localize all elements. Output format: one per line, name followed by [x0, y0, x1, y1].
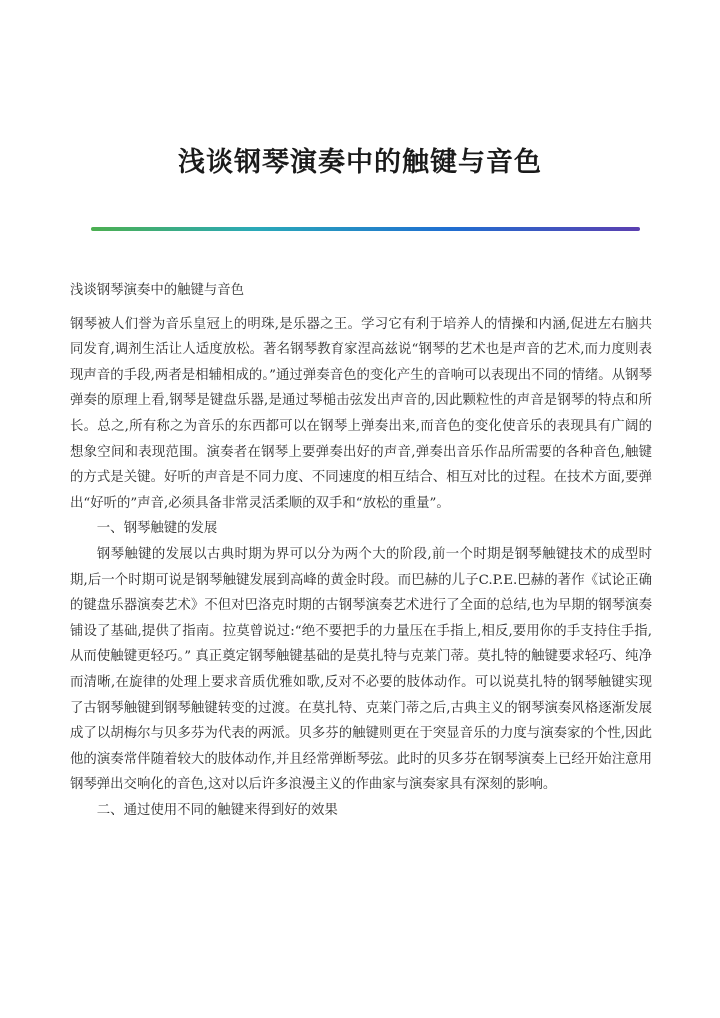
section-heading-1: 一、钢琴触键的发展: [96, 521, 218, 537]
document-body: [70, 278, 652, 823]
document-title: 浅谈钢琴演奏中的触键与音色: [178, 147, 542, 178]
document-subtitle: 浅谈钢琴演奏中的触键与音色: [70, 283, 245, 298]
section-heading-2: 二、通过使用不同的触键来得到好的效果: [96, 802, 338, 818]
paragraph-intro: 钢琴被人们誉为音乐皇冠上的明珠,是乐器之王。学习它有利于培养人的情操和内涵,促进左右脑共同发育,调剂生活让人适度放松。著名钢琴教育家涅高兹说“钢琴的艺术也是声音的艺术,而力度则表现声音的手段,两者是相辅相成的。”通过弹奏音色的变化产生的音响可以表现出不同的情绪。从钢琴弹奏的原理上看,钢琴是键盘乐器,是通过琴槌击弦发出声音的,因此颗粒性的声音是钢琴的特点和所长。总之,所有称之为音乐的东西都可以在钢琴上弹奏出来,而音色的变化使音乐的表现具有广阔的想象空间和表现范围。演奏者在钢琴上要弹奏出好的声音,弹奏出音乐作品所需要的各种音色,触键的方式是关键。好听的声音是不同力度、不同速度的相互结合、相互对比的过程。在技术方面,要弹出“好听的”声音,必须具备非常灵活柔顺的双手和“放松的重量”。: [70, 316, 652, 511]
paragraph-section-1: 钢琴触键的发展以古典时期为界可以分为两个大的阶段,前一个时期是钢琴触键技术的成型时期,后一个时期可说是钢琴触键发展到高峰的黄金时段。而巴赫的儿子C.P.E.巴赫的著作《试论正确的键盘乐器演奏艺术》不但对巴洛克时期的古钢琴演奏艺术进行了全面的总结,也为早期的钢琴演奏铺设了基础,提供了指南。拉莫曾说过:“绝不要把手的力量压在手指上,相反,要用你的手支持住手指,从而使触键更轻巧。” 真正奠定钢琴触键基础的是莫扎特与克莱门蒂。莫扎特的触键要求轻巧、纯净而清晰,在旋律的处理上要求音质优雅如歌,反对不必要的肢体动作。可以说莫扎特的钢琴触键实现了古钢琴触键到钢琴触键转变的过渡。在莫扎特、克莱门蒂之后,古典主义的钢琴演奏风格逐渐发展成了以胡梅尔与贝多芬为代表的两派。贝多芬的触键则更在于突显音乐的力度与演奏家的个性,因此他的演奏常伴随着较大的肢体动作,并且经常弹断琴弦。此时的贝多芬在钢琴演奏上已经开始注意用钢琴弹出交响化的音色,这对以后许多浪漫主义的作曲家与演奏家具有深刻的影响。: [70, 546, 652, 793]
title-divider: [91, 227, 640, 231]
